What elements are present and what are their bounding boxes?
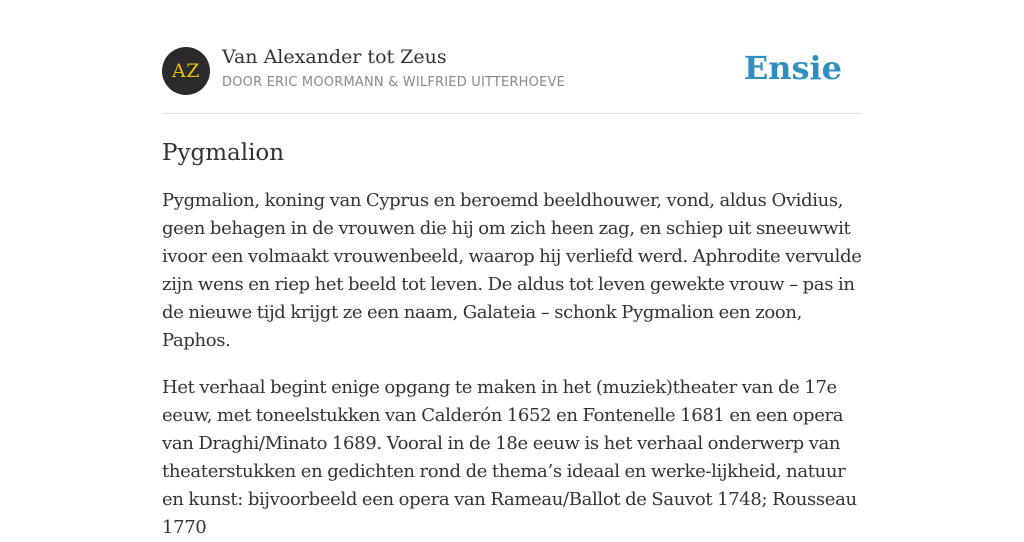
header [162, 46, 862, 96]
article-paragraph: Het verhaal begint enige opgang te maken in het (muziek)theater van de 17e eeuw, met toneelstukken van Calderón 1652 en Fontenelle 1681 en een opera van Draghi/Minato 1689. Vooral in de 18e eeuw is het verhaal onderwerp van theaterstukken en gedichten rond de thema’s ideaal en werke-lijkheid, natuur en kunst: bijvoorbeeld een opera van Rameau/Ballot de Sauvot 1748; Rousseau 1770 [162, 377, 857, 538]
ensie-logo[interactable]: Ensie [743, 49, 842, 87]
book-authors: DOOR ERIC MOORMANN & WILFRIED UITTERHOEVE [222, 75, 566, 90]
article-title: Pygmalion [162, 140, 285, 166]
book-title[interactable]: Van Alexander tot Zeus [222, 46, 447, 68]
book-avatar[interactable]: AZ [162, 47, 210, 95]
header-divider [162, 113, 862, 114]
article [162, 138, 862, 542]
article-paragraph: Pygmalion, koning van Cyprus en beroemd beeldhouwer, vond, aldus Ovidius, geen behagen in de vrouwen die hij om zich heen zag, en schiep uit sneeuwwit ivoor een volmaakt vrouwenbeeld, waarop hij verliefd werd. Aphrodite vervulde zijn wens en riep het beeld tot leven. De aldus tot leven gewekte vrouw – pas in de nieuwe tijd krijgt ze een naam, Galateia – schonk Pygmalion een zoon, Paphos. [162, 190, 862, 351]
